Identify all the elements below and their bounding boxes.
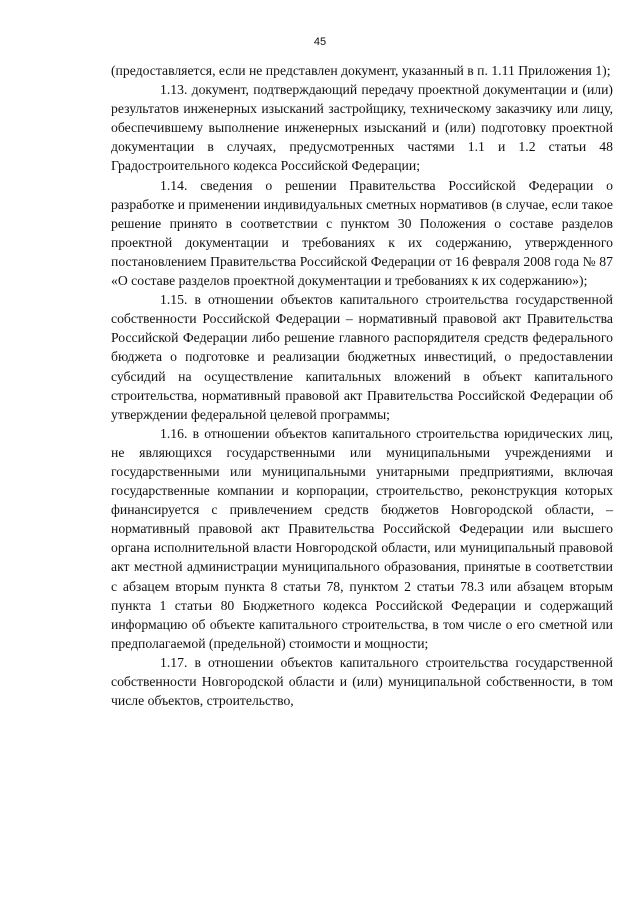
paragraph-1-15: 1.15. в отношении объектов капитального строительства государственной собственности Российской Федерации – нормативный правовой акт Правительства Российской Федерации либо решение главного распорядителя средств федерального бюджета о подготовке и реализации бюджетных инвестиций, о предоставлении субсидий на осуществление капитальных вложений в объект капитального строительства, нормативный правовой акт Правительства Российской Федерации об утверждении федеральной целевой программы; bbox=[111, 292, 613, 422]
paragraph-1-13: 1.13. документ, подтверждающий передачу проектной документации и (или) результатов инженерных изысканий застройщику, техническому заказчику или лицу, обеспечившему выполнение инженерных изысканий и (или) подготовку проектной документации в случаях, предусмотренных частями 1.1 и 1.2 статьи 48 Градостроительного кодекса Российской Федерации; bbox=[111, 82, 613, 174]
paragraph-1-16: 1.16. в отношении объектов капитального строительства юридических лиц, не являющихся государственными или муниципальными учреждениями и государственными или муниципальными унитарными предприятиями, включая государственные компании и корпорации, строительство, реконструкция которых финансируется с привлечением средств бюджетов Новгородской области, – нормативный правовой акт Правительства Российской Федерации или высшего органа исполнительной власти Новгородской области, или муниципальный правовой акт местной администрации муниципального образования, принятые в соответствии с абзацем вторым пункта 8 статьи 78, пунктом 2 статьи 78.3 или абзацем вторым пункта 1 статьи 80 Бюджетного кодекса Российской Федерации и содержащий информацию об объекте капитального строительства, в том числе о его сметной или предполагаемой (предельной) стоимости и мощности; bbox=[111, 425, 613, 651]
page-number: 45 bbox=[313, 36, 327, 48]
document-body bbox=[111, 61, 613, 710]
paragraph-1-17: 1.17. в отношении объектов капитального строительства государственной собственности Новгородской области и (или) муниципальной собственности, в том числе объектов, строительство, bbox=[111, 654, 613, 709]
paragraph-continuation: (предоставляется, если не представлен документ, указанный в п. 1.11 Приложения 1); bbox=[111, 63, 611, 78]
paragraph-1-14: 1.14. сведения о решении Правительства Российской Федерации о разработке и применении индивидуальных сметных нормативов (в случае, если такое решение принято в соответствии с пунктом 30 Положения о составе разделов проектной документации и требованиях к их содержанию, утвержденного постановлением Правительства Российской Федерации от 16 февраля 2008 года № 87 «О составе разделов проектной документации и требованиях к их содержанию»); bbox=[111, 177, 613, 289]
